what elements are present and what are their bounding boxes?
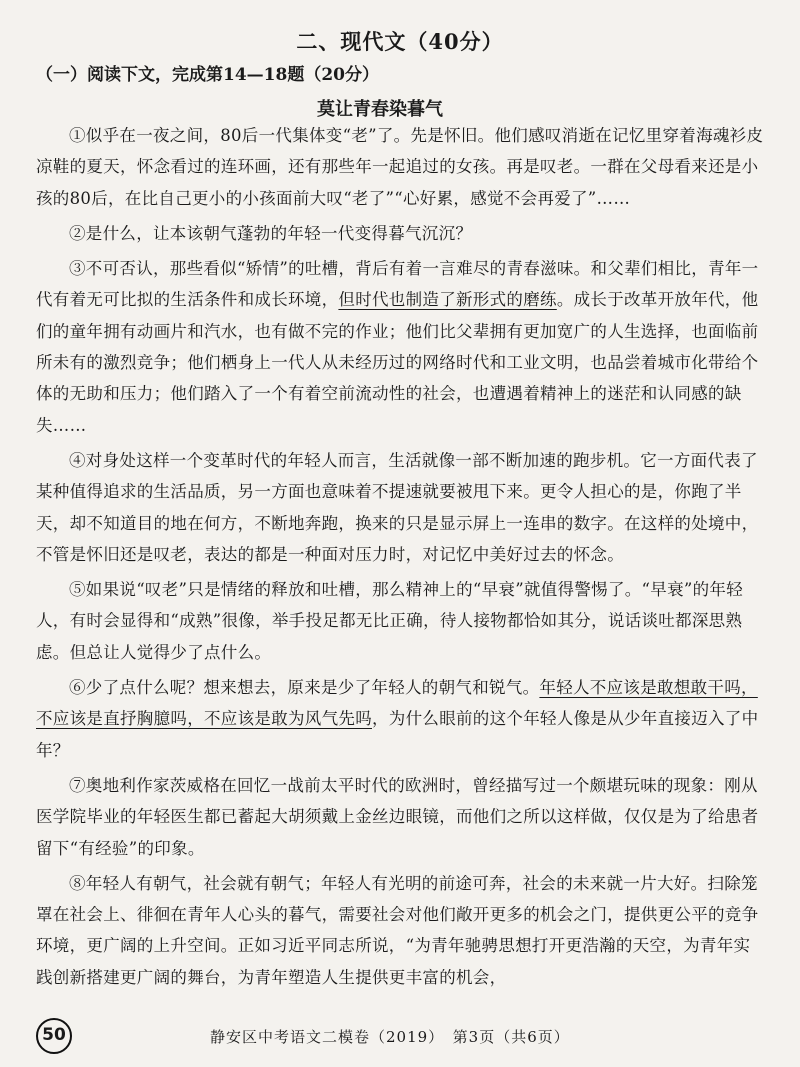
paragraph-3-text-b: 。成长于改革开放年代，他们的童年拥有动画片和汽水，也有做不完的作业；他们比父辈拥有更加宽广的人生选择，也面临前所未有的激烈竞争；他们栖身上一代人从未经历过的网络时代和工业文明，也品尝着城市化带给个体的无助和压力；他们踏入了一个有着空前流动性的社会，也遭遇着精神上的迷茫和认同感的缺失……	[36, 290, 759, 435]
section-title: 二、现代文（40分）	[296, 29, 504, 54]
paragraph-4: ④对身处这样一个变革时代的年轻人而言，生活就像一部不断加速的跑步机。它一方面代表了某种值得追求的生活品质，另一方面也意味着不提速就要被甩下来。更令人担心的是，你跑了半天，却不知道目的地在何方，不断地奔跑，换来的只是显示屏上一连串的数字。在这样的处境中，不管是怀旧还是叹老，表达的都是一种面对压力时，对记忆中美好过去的怀念。	[36, 450, 759, 564]
paragraph-3	[36, 253, 766, 441]
paragraph-2: ②是什么，让本该朝气蓬勃的年轻一代变得暮气沉沉？	[69, 223, 473, 243]
article-title: 莫让青春染暮气	[317, 99, 443, 120]
page-footer	[30, 1018, 770, 1050]
paragraph-1: ①似乎在一夜之间，80后一代集体变“老”了。先是怀旧。他们感叹消逝在记忆里穿着海魂衫皮凉鞋的夏天，怀念看过的连环画，还有那些年一起追过的女孩。再是叹老。一群在父母看来还是小孩的80后，在比自己更小的小孩面前大叹“老了”“心好累，感觉不会再爱了”……	[36, 126, 764, 208]
article-body	[36, 120, 766, 993]
paragraph-6-text-a: ⑥少了点什么呢？想来想去，原来是少了年轻人的朝气和锐气。	[69, 678, 540, 698]
footer-text: 静安区中考语文二模卷（2019） 第3页（共6页）	[210, 1028, 570, 1046]
paragraph-7: ⑦奥地利作家茨威格在回忆一战前太平时代的欧洲时，曾经描写过一个颇堪玩味的现象：刚从医学院毕业的年轻医生都已蓄起大胡须戴上金丝边眼镜，而他们之所以这样做，仅仅是为了给患者留下“有经验”的印象。	[36, 775, 759, 858]
paragraph-5: ⑤如果说“叹老”只是情绪的释放和吐槽，那么精神上的“早衰”就值得警惕了。“早衰”的年轻人，有时会显得和“成熟”很像，举手投足都无比正确，待人接物都恰如其分，说话谈吐都深思熟虑。但总让人觉得少了点什么。	[36, 580, 744, 662]
paragraph-8: ⑧年轻人有朝气，社会就有朝气；年轻人有光明的前途可奔，社会的未来就一片大好。扫除笼罩在社会上、徘徊在青年人心头的暮气，需要社会对他们敞开更多的机会之门，提供更公平的竞争环境，更广阔的上升空间。正如习近平同志所说，“为青年驰骋思想打开更浩瀚的天空，为青年实践创新搭建更广阔的舞台，为青年塑造人生提供更丰富的机会，	[36, 873, 759, 987]
paragraph-3-text-a: ③不可否认，那些看似“矫情”的吐槽，背后有着一言难尽的青春滋味。和父辈们相比，青年一代有着无可比拟的生活条件和成长环境，	[36, 259, 759, 310]
question-instruction: （一）阅读下文，完成第14—18题（20分）	[36, 65, 379, 85]
paragraph-6-text-b: ，为什么眼前的这个年轻人像是从少年直接迈入了中年？	[36, 709, 759, 760]
paragraph-6-underlined-sentence: 年轻人不应该是敢想敢干吗，不应该是直抒胸臆吗，不应该是敢为风气先吗	[36, 678, 758, 729]
page-number-badge: 50	[36, 1018, 72, 1054]
paragraph-3-underlined-sentence: 但时代也制造了新形式的磨练	[338, 290, 557, 310]
paragraph-6	[36, 672, 766, 766]
